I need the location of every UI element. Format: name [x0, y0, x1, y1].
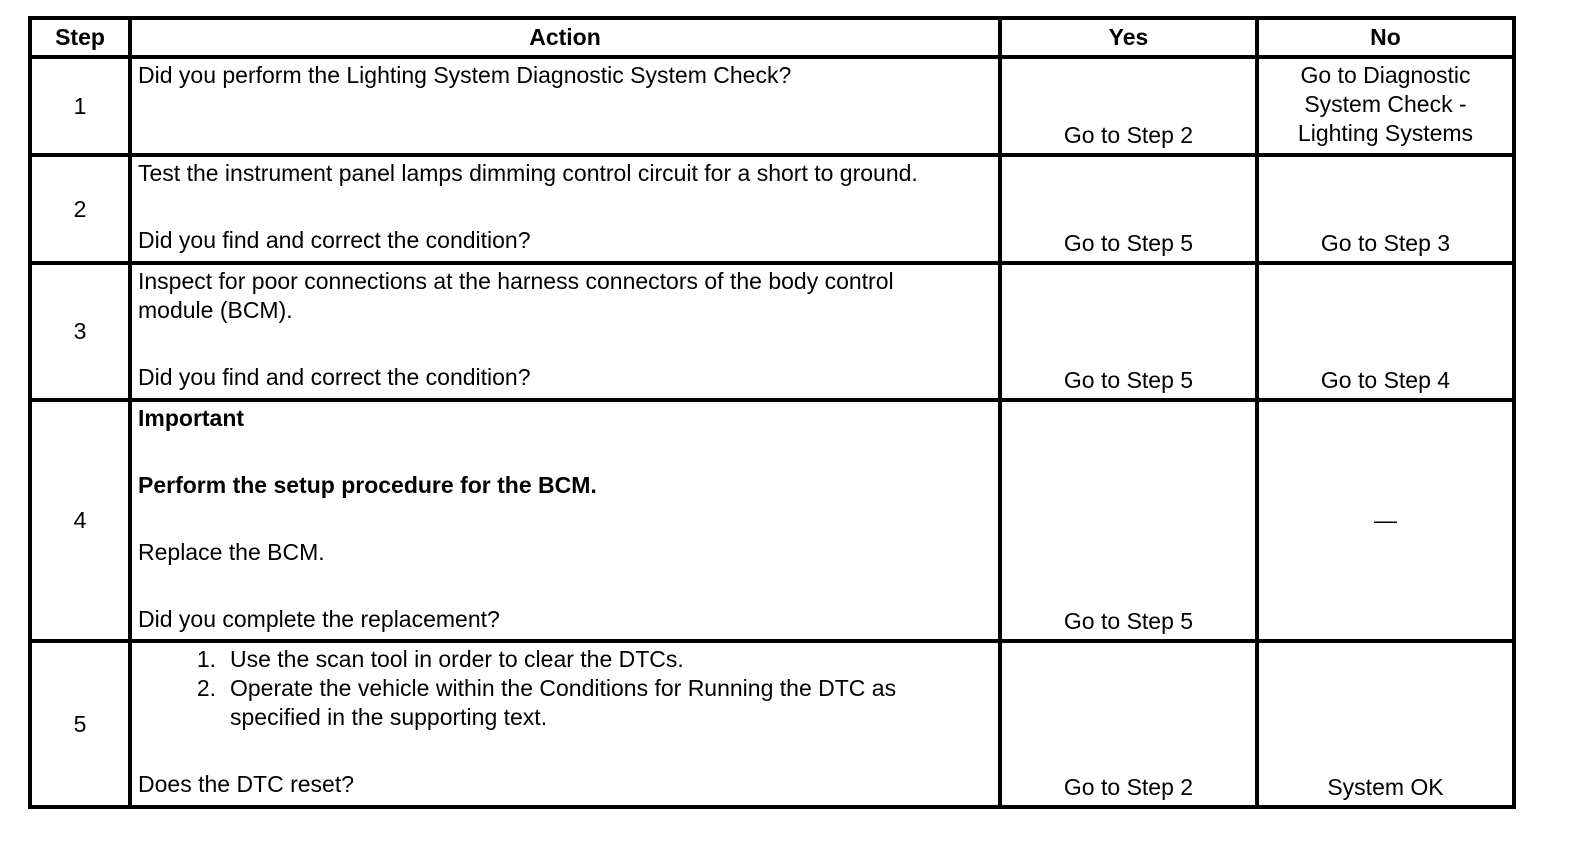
- table-row: [30, 400, 1514, 641]
- list-number: 2.: [196, 675, 216, 701]
- no-cell: —: [1257, 400, 1514, 641]
- header-no: No: [1257, 18, 1514, 57]
- step-number: 2: [30, 155, 130, 263]
- list-number: 1.: [196, 646, 216, 672]
- action-text: Replace the BCM.: [138, 539, 325, 565]
- table-row: [30, 155, 1514, 263]
- question-text: Did you find and correct the condition?: [138, 364, 531, 390]
- action-text: Inspect for poor connections at the harness connectors of the body control module (BCM).: [138, 268, 894, 323]
- question-text: Did you find and correct the condition?: [138, 227, 531, 253]
- no-cell: Go to Step 3: [1257, 155, 1514, 263]
- action-cell: [130, 57, 1000, 155]
- action-cell: [130, 641, 1000, 807]
- no-text: Go to Diagnostic System Check - Lighting Systems: [1297, 62, 1474, 146]
- yes-cell: Go to Step 5: [1000, 400, 1257, 641]
- action-cell: [130, 263, 1000, 400]
- question-text: Does the DTC reset?: [138, 771, 355, 797]
- header-yes: Yes: [1000, 18, 1257, 57]
- table-row: [30, 263, 1514, 400]
- diagnostic-table: [28, 16, 1516, 809]
- list-item: [138, 645, 992, 674]
- step-number: 3: [30, 263, 130, 400]
- no-cell: [1257, 57, 1514, 155]
- no-cell: System OK: [1257, 641, 1514, 807]
- table-row: [30, 641, 1514, 807]
- header-step: Step: [30, 18, 130, 57]
- action-text: Test the instrument panel lamps dimming control circuit for a short to ground.: [138, 160, 918, 186]
- header-row: [30, 18, 1514, 57]
- question-text: Did you complete the replacement?: [138, 606, 500, 632]
- list-item: [138, 674, 992, 732]
- action-cell: [130, 155, 1000, 263]
- yes-cell: Go to Step 5: [1000, 263, 1257, 400]
- header-action: Action: [130, 18, 1000, 57]
- action-cell: [130, 400, 1000, 641]
- yes-cell: Go to Step 2: [1000, 641, 1257, 807]
- list-text: Use the scan tool in order to clear the DTCs.: [230, 646, 684, 672]
- action-text: Did you perform the Lighting System Diagnostic System Check?: [138, 62, 792, 88]
- step-number: 4: [30, 400, 130, 641]
- yes-cell: Go to Step 5: [1000, 155, 1257, 263]
- list-text: Operate the vehicle within the Conditions for Running the DTC as specified in the supporting text.: [230, 675, 897, 730]
- table-row: [30, 57, 1514, 155]
- no-cell: Go to Step 4: [1257, 263, 1514, 400]
- step-number: 1: [30, 57, 130, 155]
- step-number: 5: [30, 641, 130, 807]
- important-label: Important: [138, 405, 245, 431]
- yes-cell: Go to Step 2: [1000, 57, 1257, 155]
- important-note: Perform the setup procedure for the BCM.: [138, 472, 597, 498]
